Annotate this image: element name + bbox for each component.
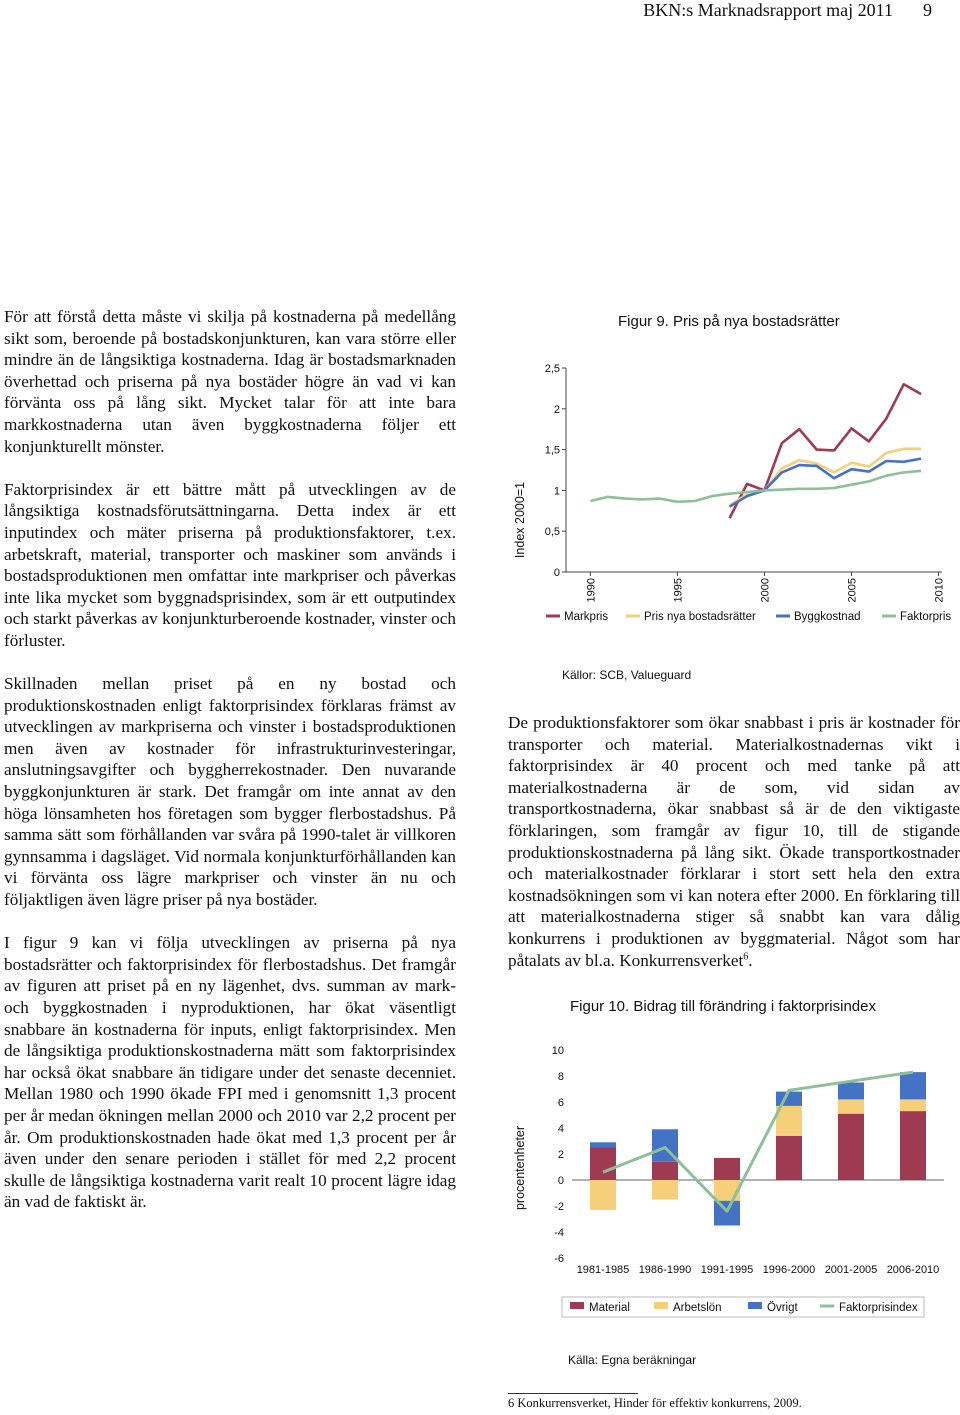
legend-label: Pris nya bostadsrätter (644, 611, 756, 623)
x-tick-label: 1996-2000 (762, 1264, 816, 1276)
series-line-pris-nya-bostadsrätter (730, 449, 922, 505)
series-line-faktorprisindex (603, 1072, 913, 1211)
x-tick-label: 2001-2005 (824, 1264, 878, 1276)
page-number: 9 (923, 0, 932, 20)
paragraph: I figur 9 kan vi följa utvecklingen av priserna på nya bostadsrätter och faktorprisindex för flerbostadshus. Det framgår av figuren att priset på en ny lägenhet, dvs. summan av mark- och byggkostnaden i nyproduktionen, har ökat väsentligt snabbare än kostnaderna för inputs, enligt faktorprisindex. Men de långsiktiga produktionskostnaderna mätt som faktorprisindex har också ökat snabbare än tidigare under det senaste decenniet. Mellan 1980 och 1990 ökade FPI med i genomsnitt 1,3 procent per år medan ökningen mellan 2000 och 2010 var 2,2 procent per år. Om produktionskostnaden hade ökat med 1,3 procent per år även under den senare perioden i stället för med 2,2 procent skulle de långsiktiga kostnaderna varit realt 10 procent lägre idag än vad de faktiskt är. (4, 933, 456, 1212)
x-tick-label: 1986-1990 (638, 1264, 692, 1276)
y-tick-label: 2,5 (544, 363, 560, 375)
x-tick-label: 2005 (846, 578, 859, 603)
footnote-reference: 6 (743, 950, 749, 962)
legend-swatch (654, 1302, 668, 1309)
paragraph-end: . (748, 950, 753, 970)
bar-material (652, 1162, 678, 1180)
bar-material (714, 1158, 740, 1180)
y-tick-label: -2 (554, 1201, 564, 1213)
bar-arbetslön (590, 1180, 616, 1210)
y-tick-label: 6 (557, 1097, 564, 1109)
right-text-column (508, 712, 960, 971)
y-tick-label: 10 (551, 1045, 564, 1057)
figure9-source: Källor: SCB, Valueguard (562, 668, 692, 682)
figure10-title: Figur 10. Bidrag till förändring i faktorprisindex (570, 998, 876, 1015)
x-tick-label: 2010 (933, 578, 946, 603)
paragraph-text: De produktionsfaktorer som ökar snabbast i pris är kostnader för transporter och material. Materialkostnadernas vikt i faktorprisindex är 40 procent och med tanke på att materialkostnaderna är de som, vid sidan av transportkostnaderna, ökar snabbast så är de den viktigaste förklaringen, som framgår av figur 10, till de stigande produktionskostnaderna på lång sikt. Ökade transportkostnader och materialkostnader förklarar i stort sett hela den extra kostnadsökningen som vi kan notera efter 2000. En förklaring till att materialkostnaderna stiger så snabbt kan vara dålig konkurrens i produktionen av byggmaterial. Något som har påtalats av bl.a. Konkurrensverket (508, 713, 960, 970)
x-tick-label: 1991-1995 (700, 1264, 754, 1276)
paragraph: Skillnaden mellan priset på en ny bostad och produktionskostnaden enligt faktorprisindex förklaras främst av utvecklingen av markpriserna och vinster i bostadsproduktionen men även av kostnader för infrastrukturinvesteringar, anslutningsavgifter och byggherrekostnader. Den nuvarande byggkonjunkturen är stark. Det framgår om inte annat av den höga lönsamheten hos företagen som bygger flerbostadshus. På samma sätt som förhållanden var svåra på 1990-talet är villkoren gynnsamma i dagsläget. Vid normala konjunkturförhållanden kan vi förvänta oss lägre markpriser och vinster än nu och följaktligen även lägre priser på nya bostäder. (4, 674, 456, 910)
bar-övrigt (900, 1072, 926, 1099)
y-tick-label: -6 (554, 1253, 564, 1265)
y-tick-label: 8 (557, 1071, 564, 1083)
legend-label: Material (589, 1302, 630, 1314)
legend-swatch (748, 1302, 762, 1309)
footnote-text: Konkurrensverket, Hinder för effektiv konkurrens, 2009. (517, 1396, 802, 1410)
report-title: BKN:s Marknadsrapport maj 2011 (643, 0, 893, 20)
figure9-chart (500, 336, 960, 636)
bar-arbetslön (652, 1180, 678, 1200)
bar-övrigt (776, 1092, 802, 1106)
y-tick-label: 0,5 (544, 526, 560, 539)
legend-label: Övrigt (767, 1302, 798, 1314)
page-header (643, 0, 932, 21)
figure10-source: Källa: Egna beräkningar (568, 1353, 697, 1367)
x-tick-label: 1990 (585, 578, 598, 603)
bar-material (838, 1114, 864, 1180)
bar-material (900, 1111, 926, 1180)
series-line-byggkostnad (730, 459, 922, 507)
paragraph: För att förstå detta måste vi skilja på kostnaderna på medellång sikt som, beroende på bostadskonjunkturen, kan vara större eller mindre än de långsiktiga kostnaderna. Idag är bostadsmarknaden överhettad och priserna på nya bostäder högre än vad vi kan förvänta oss på lång sikt. Mycket talar för att inte bara markkostnaderna utan även byggkostnaderna följer ett konjunkturellt mönster. (4, 307, 456, 456)
footnote-rule (508, 1393, 638, 1394)
bar-övrigt (838, 1083, 864, 1100)
legend-label: Markpris (564, 611, 609, 623)
paragraph: Faktorprisindex är ett bättre mått på utvecklingen av de långsiktiga kostnadsförutsättningarna. Detta index är ett inputindex och mäter priserna på produktionsfaktorer, t.ex. arbetskraft, material, transporter och maskiner som används i bostadsproduktionen men omfattar inte markpriser och påverkas inte lika mycket som byggnadsprisindex, som är ett outputindex och starkt påverkas av konjunkturberoende kostnader, vinster och förluster. (4, 479, 456, 650)
y-tick-label: 0 (557, 1175, 564, 1187)
legend-label: Byggkostnad (794, 611, 861, 623)
paragraph (508, 712, 960, 971)
bar-arbetslön (900, 1099, 926, 1111)
y-tick-label: -4 (554, 1227, 564, 1239)
figure10-chart (500, 1030, 960, 1322)
bar-övrigt (590, 1142, 616, 1147)
legend-label: Faktorprisindex (839, 1302, 918, 1314)
left-text-column (4, 306, 456, 1213)
bar-material (776, 1136, 802, 1180)
figure9-title: Figur 9. Pris på nya bostadsrätter (618, 313, 840, 330)
x-tick-label: 1995 (672, 578, 685, 603)
y-tick-label: 4 (557, 1123, 564, 1135)
bar-material (590, 1148, 616, 1181)
x-tick-label: 2000 (759, 578, 772, 603)
footnote (508, 1396, 802, 1411)
legend-label: Faktorpris (900, 611, 952, 623)
y-tick-label: 1,5 (544, 444, 560, 457)
legend-swatch (570, 1302, 584, 1309)
bar-arbetslön (838, 1099, 864, 1113)
legend-label: Arbetslön (673, 1302, 722, 1314)
y-tick-label: 2 (553, 403, 560, 416)
x-tick-label: 1981-1985 (576, 1264, 630, 1276)
y-axis-label: Index 2000=1 (513, 481, 527, 559)
footnote-number: 6 (508, 1396, 515, 1410)
y-tick-label: 0 (553, 567, 560, 579)
y-tick-label: 1 (553, 485, 560, 498)
bar-övrigt (714, 1201, 740, 1226)
y-tick-label: 2 (557, 1149, 564, 1161)
y-axis-label: procentenheter (513, 1125, 527, 1211)
x-tick-label: 2006-2010 (886, 1264, 940, 1276)
